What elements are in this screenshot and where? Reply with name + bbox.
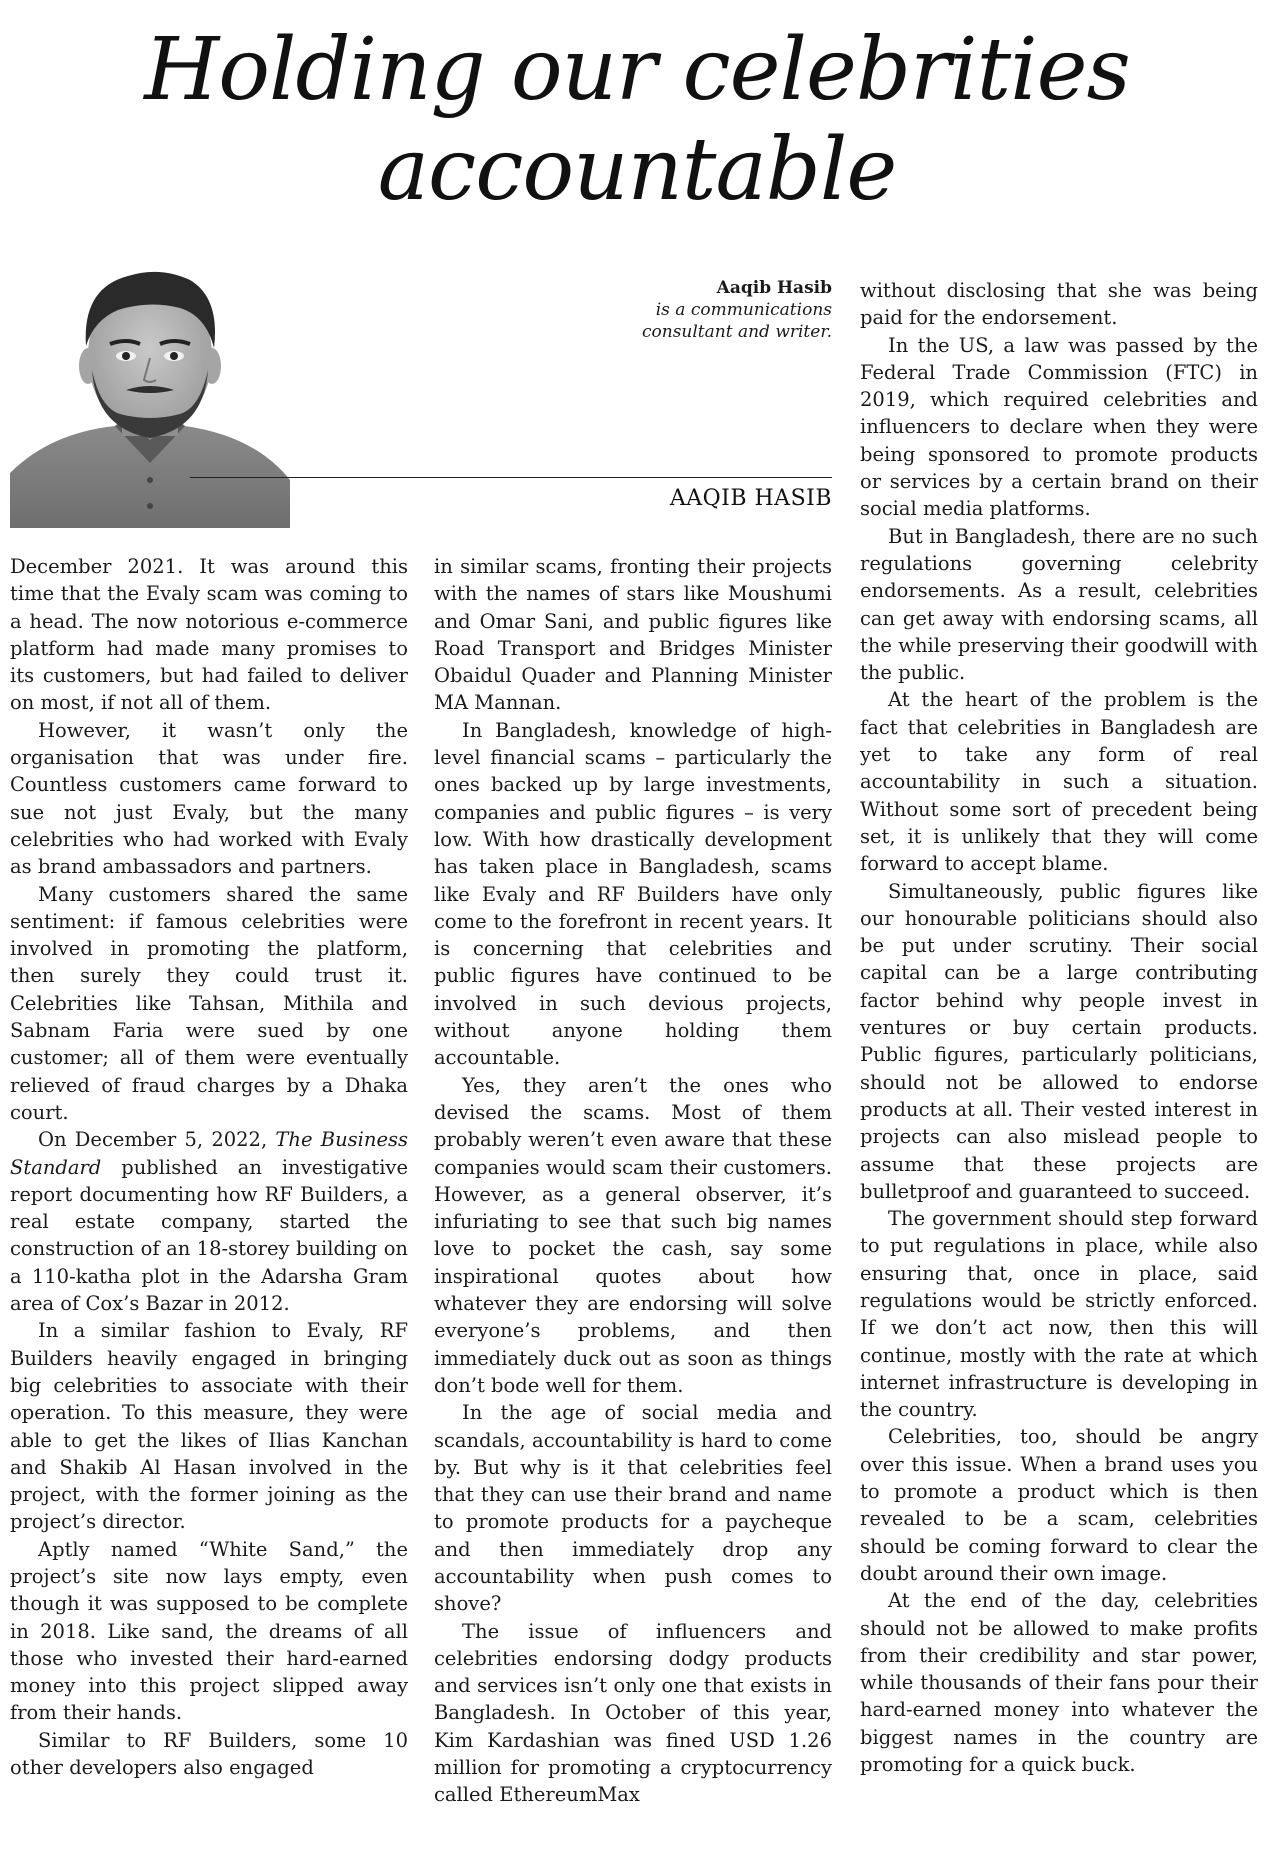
publication-name: The Business Standard <box>10 1128 408 1179</box>
paragraph: Aptly named “White Sand,” the project’s site now lays empty, even though it was supposed to be complete in 2018. Like sand, the dreams of all those who invested their hard-earned money into this project slipped away from their hands. <box>10 1537 408 1725</box>
headline-line-2: accountable <box>377 120 897 220</box>
paragraph: Many customers shared the same sentiment: if famous celebrities were involved in promoting the platform, then surely they could trust it. Celebrities like Tahsan, Mithila and Sabnam Faria were sued by one customer; all of them were eventually relieved of fraud charges by a Dhaka court. <box>10 882 408 1124</box>
paragraph <box>10 1126 408 1317</box>
paragraph: Yes, they aren’t the ones who devised the scams. Most of them probably weren’t even aware that these companies would scam their customers. However, as a general observer, it’s infuriating to see that such big names love to pocket the cash, say some inspirational quotes about how whatever they are endorsing will solve everyone’s problems, and then immediately duck out as soon as things don’t bode well for them. <box>434 1073 832 1397</box>
author-bio <box>560 277 832 343</box>
headline-line-1: Holding our celebrities <box>144 20 1130 120</box>
paragraph: In Bangladesh, knowledge of high-level financial scams – particularly the ones backed up by large investments, companies and public figures – is very low. With how drastically development has taken place in Bangladesh, scams like Evaly and RF Builders have only come to the forefront in recent years. It is concerning that celebrities and public figures have continued to be involved in such devious projects, without anyone holding them accountable. <box>434 718 832 1070</box>
headline <box>0 20 1274 220</box>
paragraph: But in Bangladesh, there are no such regulations governing celebrity endorsements. As a result, celebrities can get away with endorsing scams, all the while preserving their goodwill with the public. <box>860 524 1258 685</box>
paragraph: At the heart of the problem is the fact that celebrities in Bangladesh are yet to take any form of real accountability in such a situation. Without some sort of precedent being set, it is unlikely that they will come forward to accept blame. <box>860 688 1258 876</box>
author-bio-line-2: consultant and writer. <box>641 322 832 342</box>
paragraph: Celebrities, too, should be angry over this issue. When a brand uses you to promote a product which is then revealed to be a scam, celebrities should be coming forward to clear the doubt around their own image. <box>860 1425 1258 1585</box>
paragraph: December 2021. It was around this time that the Evaly scam was coming to a head. The now notorious e-commerce platform had made many promises to its customers, but had failed to deliver on most, if not all of them. <box>10 555 408 715</box>
author-bio-line-1: is a communications <box>655 300 832 320</box>
paragraph-text: On December 5, 2022, <box>38 1128 268 1152</box>
article-column-3 <box>860 277 1258 1778</box>
paragraph: Simultaneously, public figures like our honourable politicians should also be put under scrutiny. Their social capital can be a large contributing factor behind why people invest in ventures or buy certain products. Public figures, particularly politicians, should not be allowed to endorse products at all. Their vested interest in projects can also mislead people to assume that these projects are bulletproof and guaranteed to succeed. <box>860 879 1258 1203</box>
paragraph-text: published an investigative report documenting how RF Builders, a real estate company, started the construction of an 18-storey building on a 110-katha plot in the Adarsha Gram area of Cox’s Bazar in 2012. <box>10 1155 408 1316</box>
paragraph: without disclosing that she was being paid for the endorsement. <box>860 279 1258 330</box>
paragraph: In the US, a law was passed by the Federal Trade Commission (FTC) in 2019, which required celebrities and influencers to declare when they were being sponsored to promote products or services by a certain brand on their social media platforms. <box>860 333 1258 521</box>
paragraph: Similar to RF Builders, some 10 other developers also engaged <box>10 1728 408 1780</box>
paragraph: The issue of influencers and celebrities endorsing dodgy products and services isn’t only one that exists in Bangladesh. In October of this year, Kim Kardashian was fined USD 1.26 million for promoting a cryptocurrency called EthereumMax <box>434 1619 832 1807</box>
paragraph: However, it wasn’t only the organisation that was under fire. Countless customers came forward to sue not just Evaly, but the many celebrities who had worked with Evaly as brand ambassadors and partners. <box>10 718 408 879</box>
article-column-2 <box>434 553 832 1809</box>
byline: AAQIB HASIB <box>669 486 832 511</box>
author-name: Aaqib Hasib <box>716 278 832 298</box>
article-column-1 <box>10 553 408 1781</box>
author-portrait <box>10 258 290 528</box>
paragraph: In a similar fashion to Evaly, RF Builders heavily engaged in bringing big celebrities to associate with their operation. To this measure, they were able to get the likes of Ilias Kanchan and Shakib Al Hasan involved in the project, with the former joining as the project’s director. <box>10 1319 408 1534</box>
paragraph: In the age of social media and scandals, accountability is hard to come by. But why is it that celebrities feel that they can use their brand and name to promote products for a paycheque and then immediately drop any accountability when push comes to shove? <box>434 1401 832 1616</box>
byline-divider <box>190 477 832 478</box>
paragraph: in similar scams, fronting their projects with the names of stars like Moushumi and Omar Sani, and public figures like Road Transport and Bridges Minister Obaidul Quader and Planning Minister MA Mannan. <box>434 555 832 715</box>
paragraph: The government should step forward to put regulations in place, while also ensuring that, once in place, said regulations would be strictly enforced. If we don’t act now, then this will continue, mostly with the rate at which internet infrastructure is developing in the country. <box>860 1207 1258 1422</box>
paragraph: At the end of the day, celebrities should not be allowed to make profits from their credibility and star power, while thousands of their fans pour their hard-earned money into whatever the biggest names in the country are promoting for a quick buck. <box>860 1589 1258 1777</box>
